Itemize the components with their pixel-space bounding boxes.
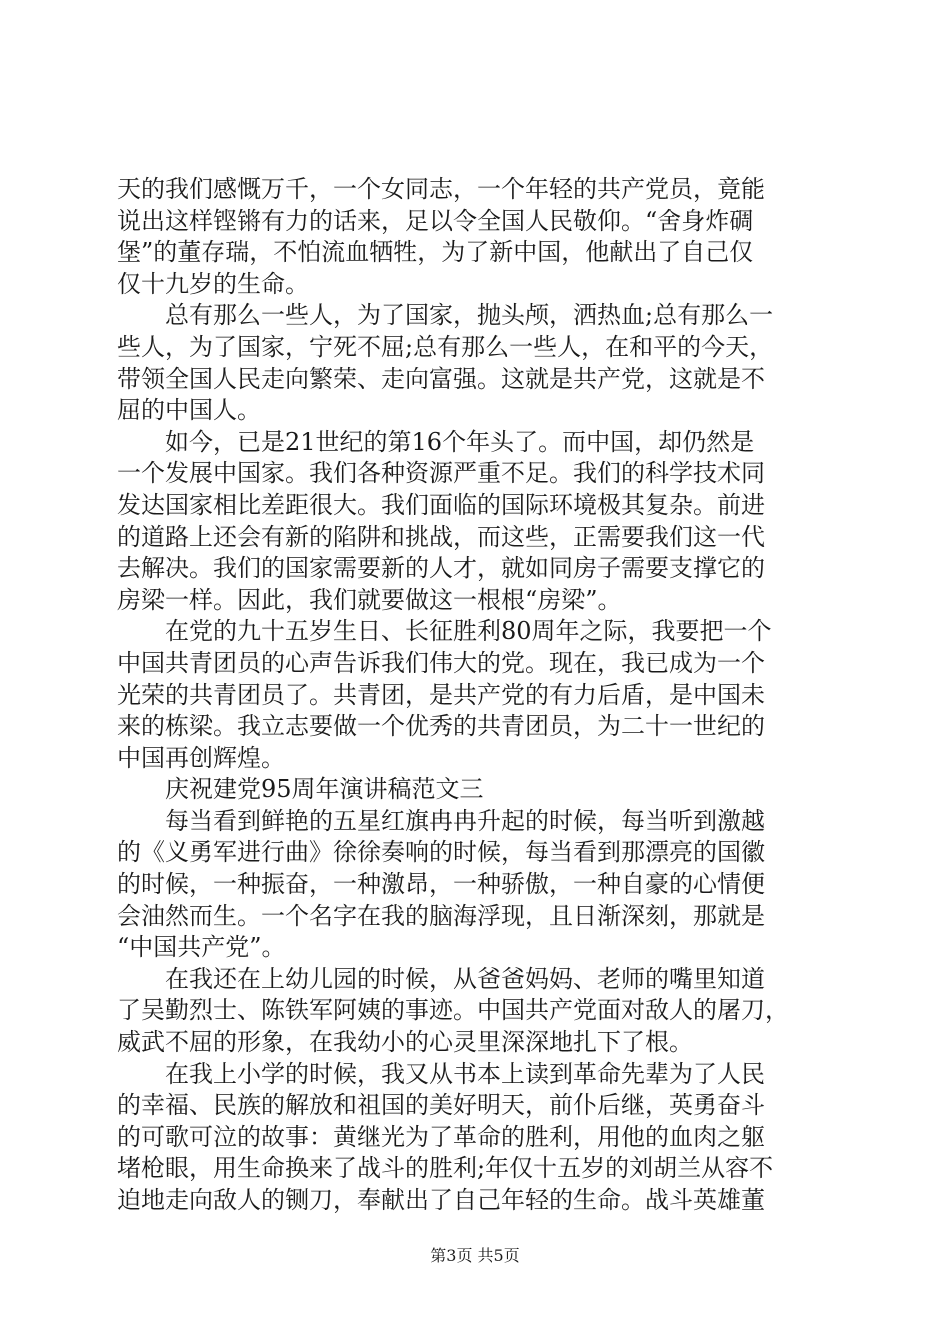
text-line: 一个发展中国家。我们各种资源严重不足。我们的科学技术同 — [117, 459, 765, 488]
text-line: “中国共产党”。 — [117, 933, 286, 962]
text-line: 在我还在上幼儿园的时候，从爸爸妈妈、老师的嘴里知道 — [117, 964, 765, 993]
text-line: 的可歌可泣的故事：黄继光为了革命的胜利，用他的血肉之躯 — [117, 1122, 765, 1151]
text-line: 的道路上还会有新的陷阱和挑战，而这些，正需要我们这一代 — [117, 522, 765, 551]
text-line: 堡”的董存瑞，不怕流血牺牲，为了新中国，他献出了自己仅 — [117, 238, 754, 267]
text-line: 中国共青团员的心声告诉我们伟大的党。现在，我已成为一个 — [117, 648, 765, 677]
text-line: 在我上小学的时候，我又从书本上读到革命先辈为了人民 — [117, 1059, 765, 1088]
text-line: 堵枪眼，用生命换来了战斗的胜利;年仅十五岁的刘胡兰从容不 — [117, 1154, 774, 1183]
text-line: 的幸福、民族的解放和祖国的美好明天，前仆后继，英勇奋斗 — [117, 1091, 765, 1120]
text-line: 光荣的共青团员了。共青团，是共产党的有力后盾，是中国未 — [117, 680, 765, 709]
text-line: 的时候，一种振奋，一种激昂，一种骄傲，一种自豪的心情便 — [117, 870, 765, 899]
text-line: 如今，已是21世纪的第16个年头了。而中国，却仍然是 — [117, 427, 755, 456]
text-line: 带领全国人民走向繁荣、走向富强。这就是共产党，这就是不 — [117, 364, 765, 393]
text-line: 威武不屈的形象，在我幼小的心灵里深深地扎下了根。 — [117, 1028, 693, 1057]
text-line: 房梁一样。因此，我们就要做这一根根“房梁”。 — [117, 585, 622, 614]
text-line: 些人，为了国家，宁死不屈;总有那么一些人，在和平的今天， — [117, 332, 774, 361]
text-line: 说出这样铿锵有力的话来，足以令全国人民敬仰。“舍身炸碉 — [117, 206, 754, 235]
text-line: 庆祝建党95周年演讲稿范文三 — [117, 775, 484, 804]
text-line: 去解决。我们的国家需要新的人才，就如同房子需要支撑它的 — [117, 554, 765, 583]
document-body — [117, 174, 837, 1217]
text-line: 总有那么一些人，为了国家，抛头颅，洒热血;总有那么一 — [117, 301, 774, 330]
text-line: 的《义勇军进行曲》徐徐奏响的时候，每当看到那漂亮的国徽 — [117, 838, 765, 867]
text-line: 了吴勤烈士、陈铁军阿姨的事迹。中国共产党面对敌人的屠刀， — [117, 996, 789, 1025]
text-line: 屈的中国人。 — [117, 396, 261, 425]
text-line: 会油然而生。一个名字在我的脑海浮现，且日渐深刻，那就是 — [117, 901, 765, 930]
text-line: 每当看到鲜艳的五星红旗冉冉升起的时候，每当听到激越 — [117, 806, 765, 835]
text-line: 仅十九岁的生命。 — [117, 269, 309, 298]
text-line: 发达国家相比差距很大。我们面临的国际环境极其复杂。前进 — [117, 490, 765, 519]
text-line: 在党的九十五岁生日、长征胜利80周年之际，我要把一个 — [117, 617, 772, 646]
text-line: 中国再创辉煌。 — [117, 743, 285, 772]
page-footer: 第3页 共5页 — [430, 1246, 520, 1265]
text-line: 来的栋梁。我立志要做一个优秀的共青团员，为二十一世纪的 — [117, 712, 765, 741]
text-line: 迫地走向敌人的铡刀，奉献出了自己年轻的生命。战斗英雄董 — [117, 1186, 765, 1214]
text-line: 天的我们感慨万千，一个女同志，一个年轻的共产党员，竟能 — [117, 175, 765, 203]
